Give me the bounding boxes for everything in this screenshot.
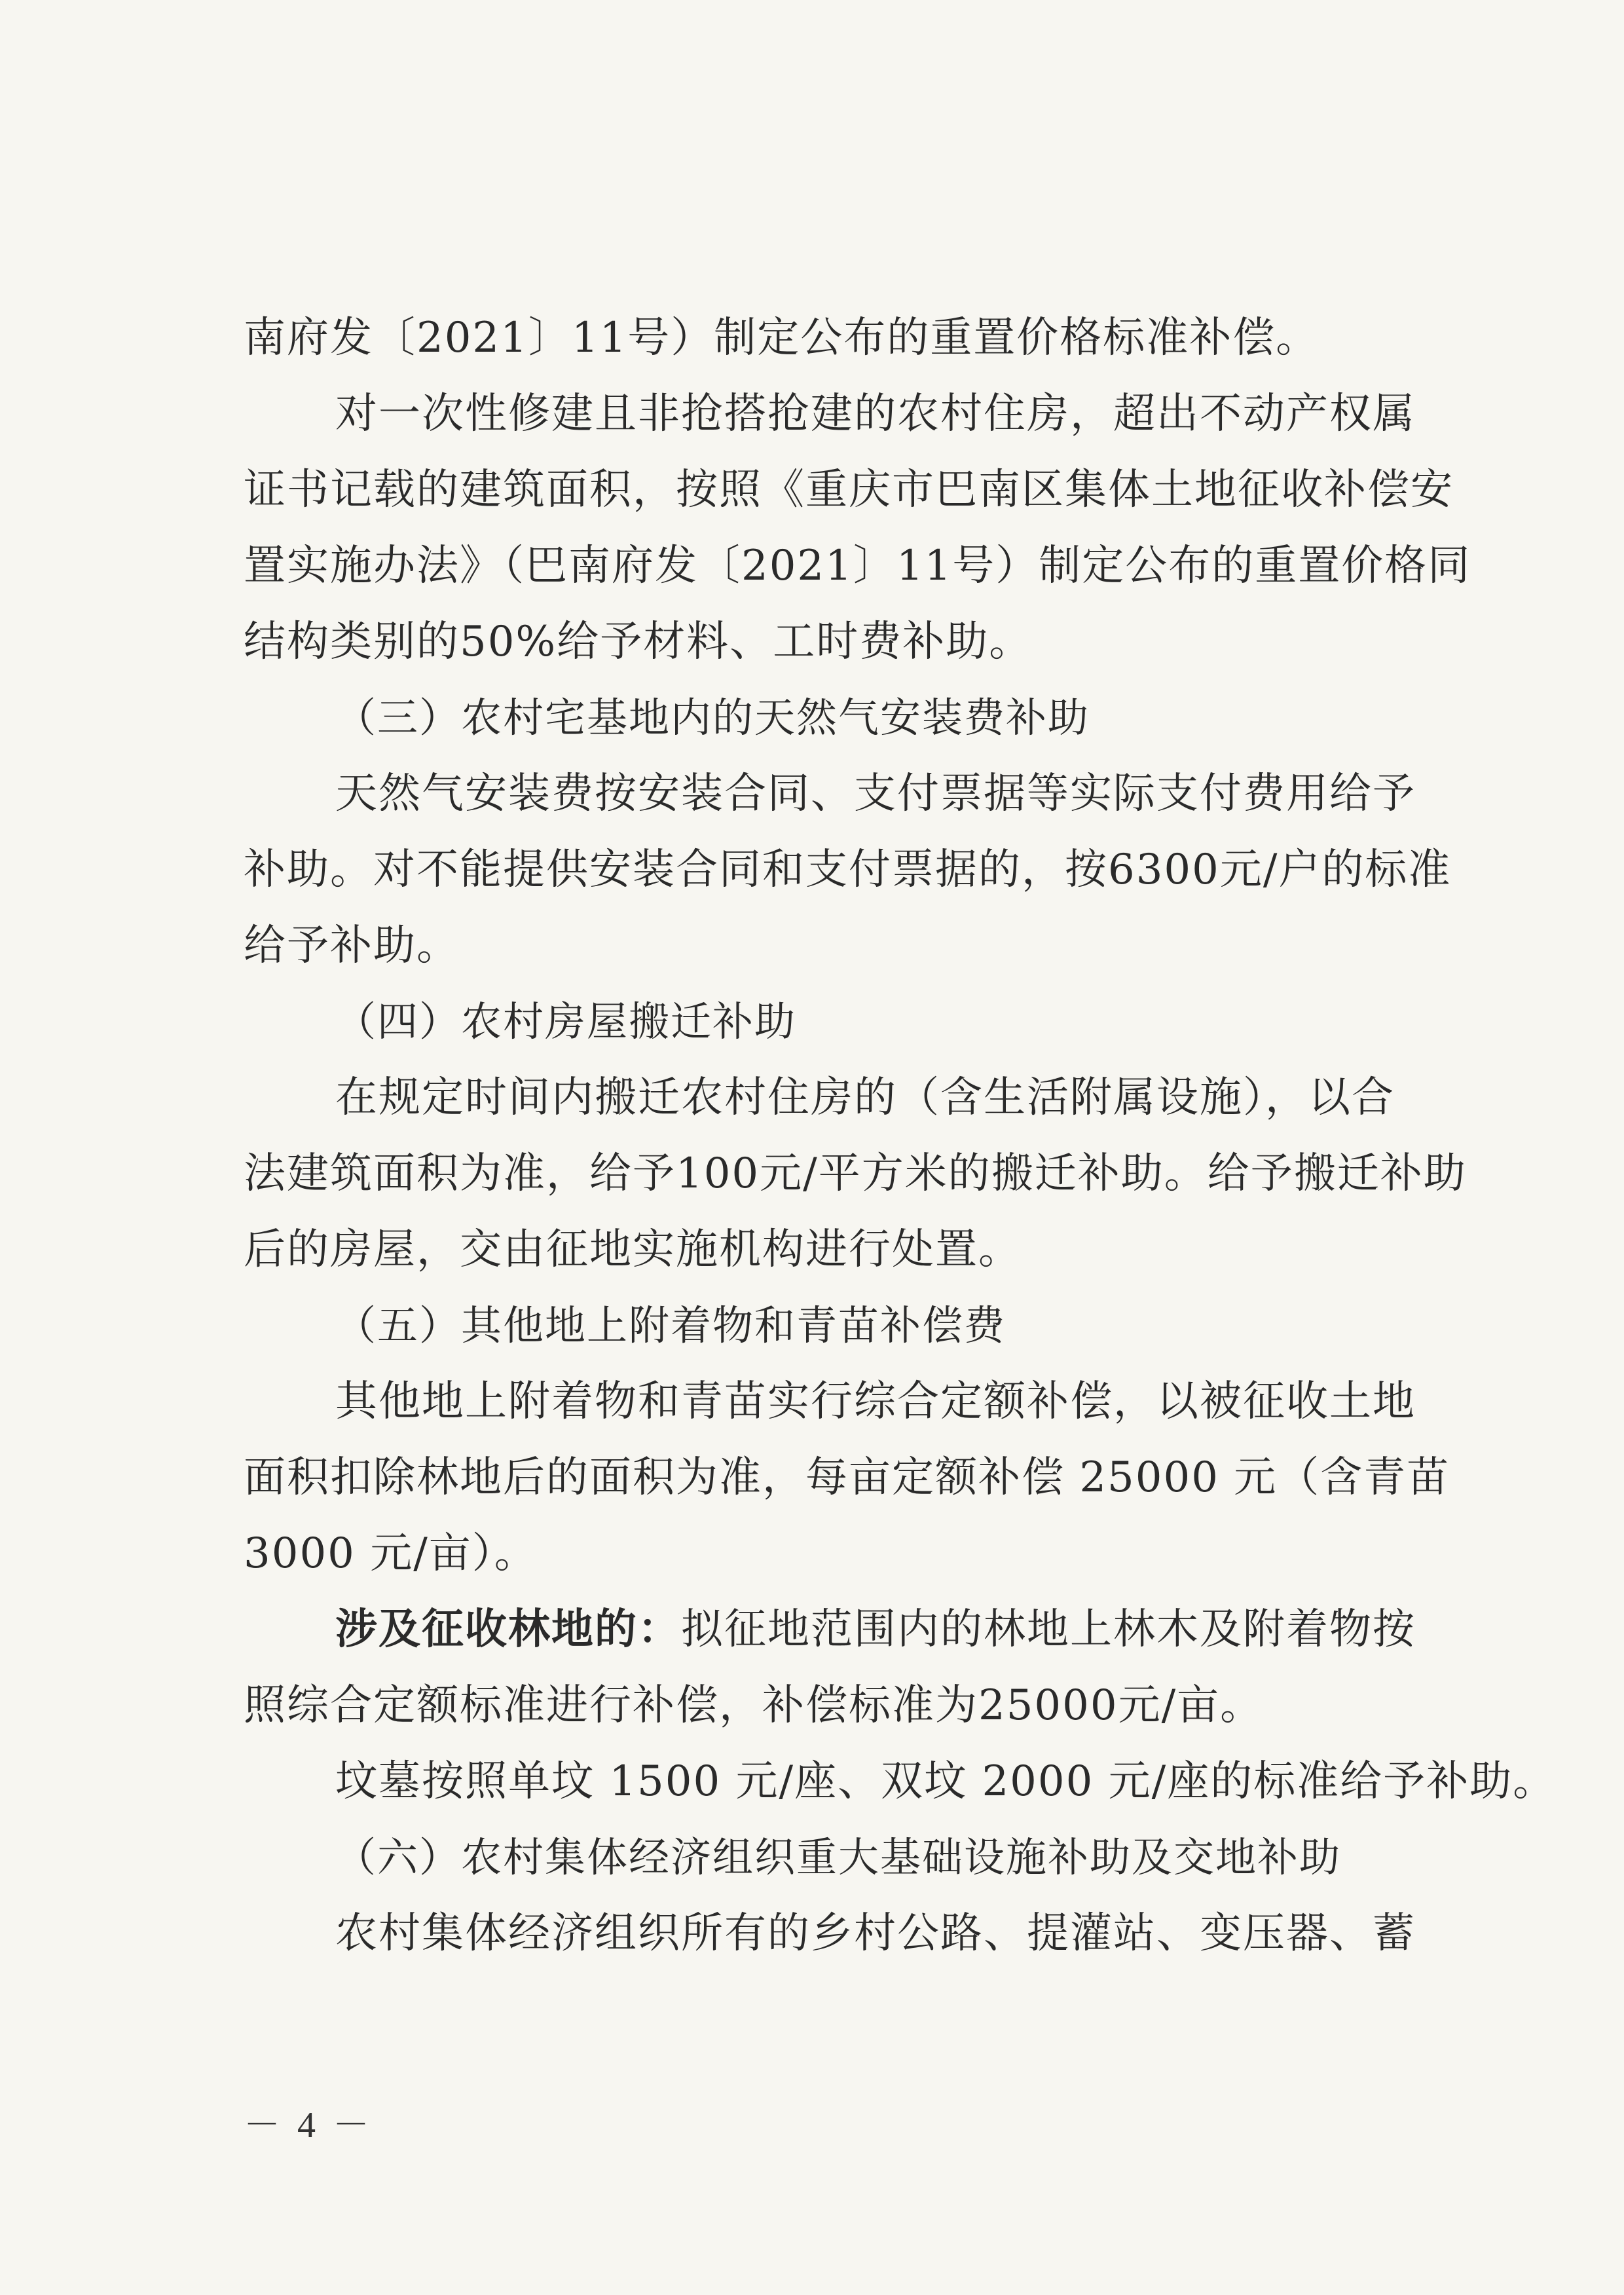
- paragraph-line: 天然气安装费按安装合同、支付票据等实际支付费用给予: [335, 770, 1416, 818]
- paragraph-line: 其他地上附着物和青苗实行综合定额补偿，以被征收土地: [335, 1377, 1416, 1426]
- body-text: [244, 300, 1557, 1971]
- paragraph-line: 后的房屋，交由征地实施机构进行处置。: [244, 1225, 1022, 1274]
- section-heading: （五）其他地上附着物和青苗补偿费: [335, 1301, 1006, 1349]
- paragraph-line: 照综合定额标准进行补偿，补偿标准为25000元/亩。: [244, 1681, 1264, 1730]
- page-number: － 4 －: [244, 2105, 373, 2146]
- paragraph-line: 给予补助。: [244, 922, 460, 970]
- paragraph-text: 拟征地范围内的林地上林木及附着物按: [681, 1605, 1416, 1654]
- paragraph-line: 结构类别的50%给予材料、工时费补助。: [244, 618, 1033, 666]
- bold-lead-text: 涉及征收林地的：: [335, 1605, 681, 1654]
- paragraph-line: 补助。对不能提供安装合同和支付票据的，按6300元/户的标准: [244, 846, 1452, 894]
- paragraph-line: 面积扣除林地后的面积为准，每亩定额补偿 25000 元（含青苗: [244, 1453, 1450, 1502]
- paragraph-line: 3000 元/亩）。: [244, 1529, 538, 1578]
- paragraph-line: [244, 1592, 1447, 1668]
- section-heading: （四）农村房屋搬迁补助: [335, 998, 797, 1045]
- paragraph-line: 在规定时间内搬迁农村住房的（含生活附属设施），以合: [335, 1073, 1395, 1122]
- paragraph-line: 法建筑面积为准，给予100元/平方米的搬迁补助。给予搬迁补助: [244, 1149, 1467, 1198]
- section-heading: （六）农村集体经济组织重大基础设施补助及交地补助: [335, 1833, 1342, 1881]
- paragraph-line: 坟墓按照单坟 1500 元/座、双坟 2000 元/座的标准给予补助。: [335, 1757, 1557, 1806]
- paragraph-line: 农村集体经济组织所有的乡村公路、提灌站、变压器、蓄: [335, 1909, 1416, 1958]
- paragraph-line: 证书记载的建筑面积，按照《重庆市巴南区集体土地征收补偿安: [244, 466, 1454, 514]
- paragraph-line: 对一次性修建且非抢搭抢建的农村住房，超出不动产权属: [335, 390, 1416, 438]
- paragraph-line: 南府发〔2021〕11号）制定公布的重置价格标准补偿。: [244, 314, 1320, 362]
- section-heading: （三）农村宅基地内的天然气安装费补助: [335, 694, 1090, 741]
- paragraph-line: 置实施办法》（巴南府发〔2021〕11号）制定公布的重置价格同: [244, 542, 1471, 590]
